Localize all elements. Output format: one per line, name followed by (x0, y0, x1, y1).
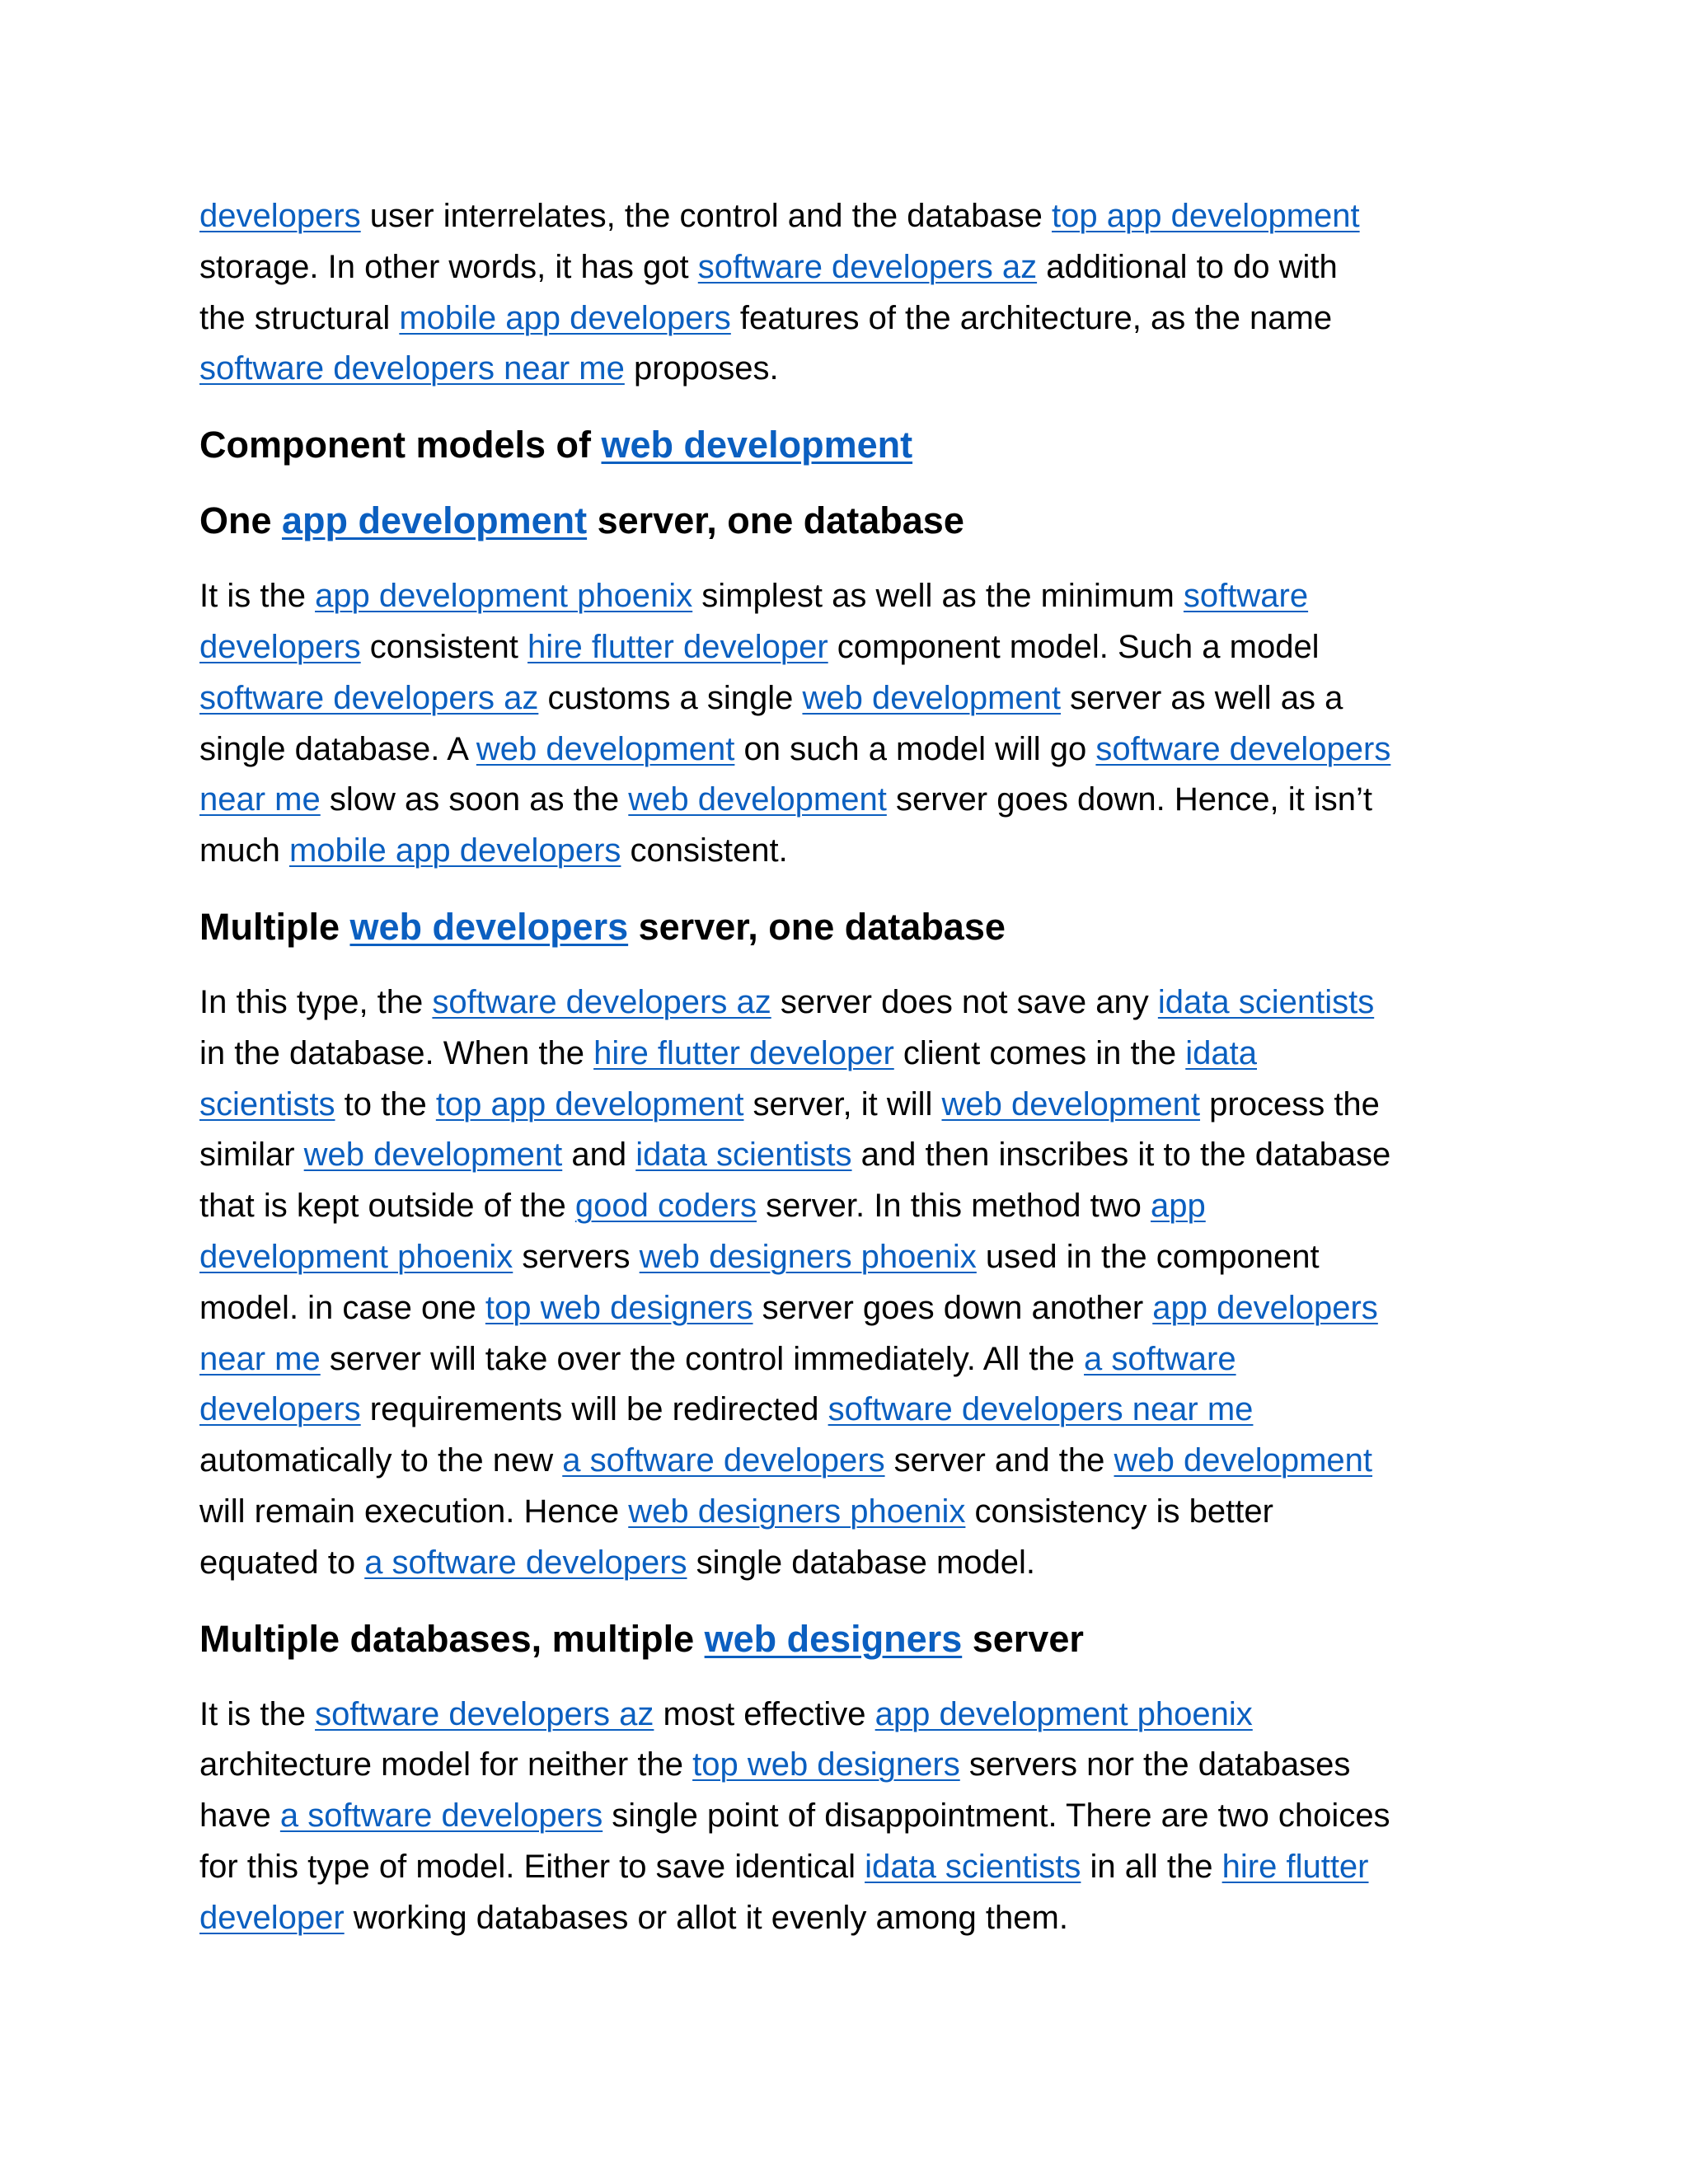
hyperlink[interactable]: good coders (574, 1188, 757, 1225)
body-text: model. in case one (199, 1289, 485, 1326)
intro-paragraph (199, 191, 1526, 395)
hyperlink[interactable]: mobile app developers (399, 299, 731, 336)
body-text: Multiple (199, 905, 350, 948)
hyperlink[interactable]: a software developers (562, 1442, 885, 1479)
hyperlink[interactable]: a software (1084, 1340, 1236, 1377)
body-text: similar (199, 1137, 304, 1174)
hyperlink[interactable]: software developers (1095, 730, 1391, 767)
hyperlink[interactable]: web development (941, 1085, 1201, 1122)
hyperlink[interactable]: idata scientists (1157, 983, 1375, 1020)
hyperlink[interactable]: idata scientists (865, 1848, 1081, 1885)
hyperlink[interactable]: web development (303, 1137, 563, 1174)
hyperlink[interactable]: software developers az (697, 248, 1038, 285)
hyperlink[interactable]: developers (199, 1391, 361, 1428)
hyperlink[interactable]: web development (601, 424, 913, 466)
body-text: on such a model will go (734, 730, 1096, 767)
body-text: server will take over the control immediately. All the (320, 1340, 1085, 1377)
hyperlink[interactable]: hire flutter (1221, 1848, 1369, 1885)
hyperlink[interactable]: near me (199, 1340, 321, 1377)
hyperlink[interactable]: app development phoenix (874, 1695, 1253, 1732)
hyperlink[interactable]: idata (1185, 1034, 1258, 1071)
paragraph-multiple-server (199, 977, 1526, 1589)
body-text: servers nor the databases (959, 1746, 1351, 1783)
hyperlink[interactable]: top web designers (485, 1289, 753, 1326)
body-text: storage. In other words, it has got (199, 248, 698, 285)
hyperlink[interactable]: web development (802, 679, 1062, 716)
body-text: have (199, 1797, 280, 1835)
body-text: One (199, 499, 283, 542)
body-text: the structural (199, 299, 400, 336)
hyperlink[interactable]: app development (282, 499, 588, 542)
hyperlink[interactable]: mobile app developers (288, 832, 621, 869)
body-text: server, it will (743, 1085, 942, 1122)
body-text: for this type of model. Either to save identical (199, 1848, 865, 1885)
heading-multiple-databases (199, 1614, 1526, 1665)
body-text: slow as soon as the (320, 781, 629, 818)
body-text: proposes. (624, 350, 779, 387)
body-text: user interrelates, the control and the database (360, 198, 1052, 234)
body-text: and then inscribes it to the database (851, 1137, 1391, 1174)
hyperlink[interactable]: hire flutter developer (528, 628, 828, 665)
hyperlink[interactable]: software developers az (432, 983, 771, 1020)
hyperlink[interactable]: software developers az (315, 1695, 654, 1732)
heading-multiple-server-one-database (199, 902, 1526, 953)
body-text: consistent (360, 628, 528, 665)
hyperlink[interactable]: hire flutter developer (593, 1034, 894, 1071)
hyperlink[interactable]: web developers (349, 905, 629, 948)
body-text: features of the architecture, as the name (730, 299, 1333, 336)
hyperlink[interactable]: developers (199, 628, 361, 665)
heading-component-models (199, 419, 1526, 471)
body-text: single point of disappointment. There are two choices (603, 1797, 1390, 1835)
hyperlink[interactable]: app developers (1152, 1289, 1378, 1326)
body-text: consistent. (621, 832, 788, 869)
document-page (199, 191, 1526, 1969)
hyperlink[interactable]: near me (199, 781, 321, 818)
hyperlink[interactable]: app (1151, 1188, 1206, 1225)
body-text: server, one database (587, 499, 964, 542)
body-text: requirements will be redirected (360, 1391, 828, 1428)
hyperlink[interactable]: software developers near me (828, 1391, 1254, 1428)
body-text: process the (1200, 1085, 1380, 1122)
body-text: server does not save any (771, 983, 1158, 1020)
body-text: single database. A (199, 730, 476, 767)
body-text: that is kept outside of the (199, 1188, 575, 1225)
hyperlink[interactable]: software developers near me (199, 350, 625, 387)
body-text: component model. Such a model (828, 628, 1320, 665)
body-text: server goes down another (753, 1289, 1153, 1326)
body-text: In this type, the (199, 983, 433, 1020)
hyperlink[interactable]: software (1183, 578, 1309, 615)
body-text: Multiple databases, multiple (199, 1617, 705, 1660)
body-text: server goes down. Hence, it isn’t (886, 781, 1373, 818)
body-text: server, one database (628, 905, 1006, 948)
body-text: It is the (199, 1695, 316, 1732)
body-text: used in the component (976, 1238, 1320, 1275)
hyperlink[interactable]: developer (199, 1899, 345, 1936)
heading-one-server-one-database (199, 495, 1526, 546)
hyperlink[interactable]: developers (199, 198, 361, 234)
hyperlink[interactable]: a software developers (364, 1544, 687, 1581)
body-text: in all the (1081, 1848, 1222, 1885)
hyperlink[interactable]: development phoenix (199, 1238, 513, 1275)
hyperlink[interactable]: top app development (1052, 198, 1360, 234)
body-text: client comes in the (893, 1034, 1186, 1071)
body-text: consistency is better (965, 1493, 1273, 1530)
paragraph-multiple-databases (199, 1690, 1526, 1944)
body-text: server and the (884, 1442, 1114, 1479)
body-text: customs a single (538, 679, 803, 716)
body-text: and (562, 1137, 636, 1174)
body-text: additional to do with (1037, 248, 1338, 285)
hyperlink[interactable]: web development (628, 781, 887, 818)
hyperlink[interactable]: idata scientists (635, 1137, 852, 1174)
body-text: server. In this method two (757, 1188, 1151, 1225)
body-text: It is the (199, 578, 316, 615)
body-text: server (962, 1617, 1084, 1660)
body-text: much (199, 832, 289, 869)
body-text: working databases or allot it evenly among them. (344, 1899, 1068, 1936)
body-text: equated to (199, 1544, 365, 1581)
hyperlink[interactable]: web designers phoenix (639, 1238, 977, 1275)
body-text: to the (335, 1085, 436, 1122)
body-text: in the database. When the (199, 1034, 594, 1071)
hyperlink[interactable]: a software developers (279, 1797, 603, 1835)
body-text: automatically to the new (199, 1442, 563, 1479)
body-text: will remain execution. Hence (199, 1493, 629, 1530)
hyperlink[interactable]: scientists (199, 1085, 335, 1122)
hyperlink[interactable]: software developers az (199, 679, 539, 716)
body-text: most effective (654, 1695, 875, 1732)
hyperlink[interactable]: web designers phoenix (628, 1493, 966, 1530)
body-text: servers (513, 1238, 640, 1275)
body-text: single database model. (687, 1544, 1036, 1581)
body-text: Component models of (199, 424, 602, 466)
body-text: server as well as a (1061, 679, 1343, 716)
body-text: architecture model for neither the (199, 1746, 693, 1783)
hyperlink[interactable]: web development (476, 730, 735, 767)
hyperlink[interactable]: top app development (435, 1085, 744, 1122)
hyperlink[interactable]: top web designers (692, 1746, 960, 1783)
body-text: simplest as well as the minimum (692, 578, 1184, 615)
hyperlink[interactable]: web development (1114, 1442, 1373, 1479)
hyperlink[interactable]: app development phoenix (315, 578, 693, 615)
hyperlink[interactable]: web designers (704, 1617, 963, 1660)
paragraph-one-server (199, 571, 1526, 877)
